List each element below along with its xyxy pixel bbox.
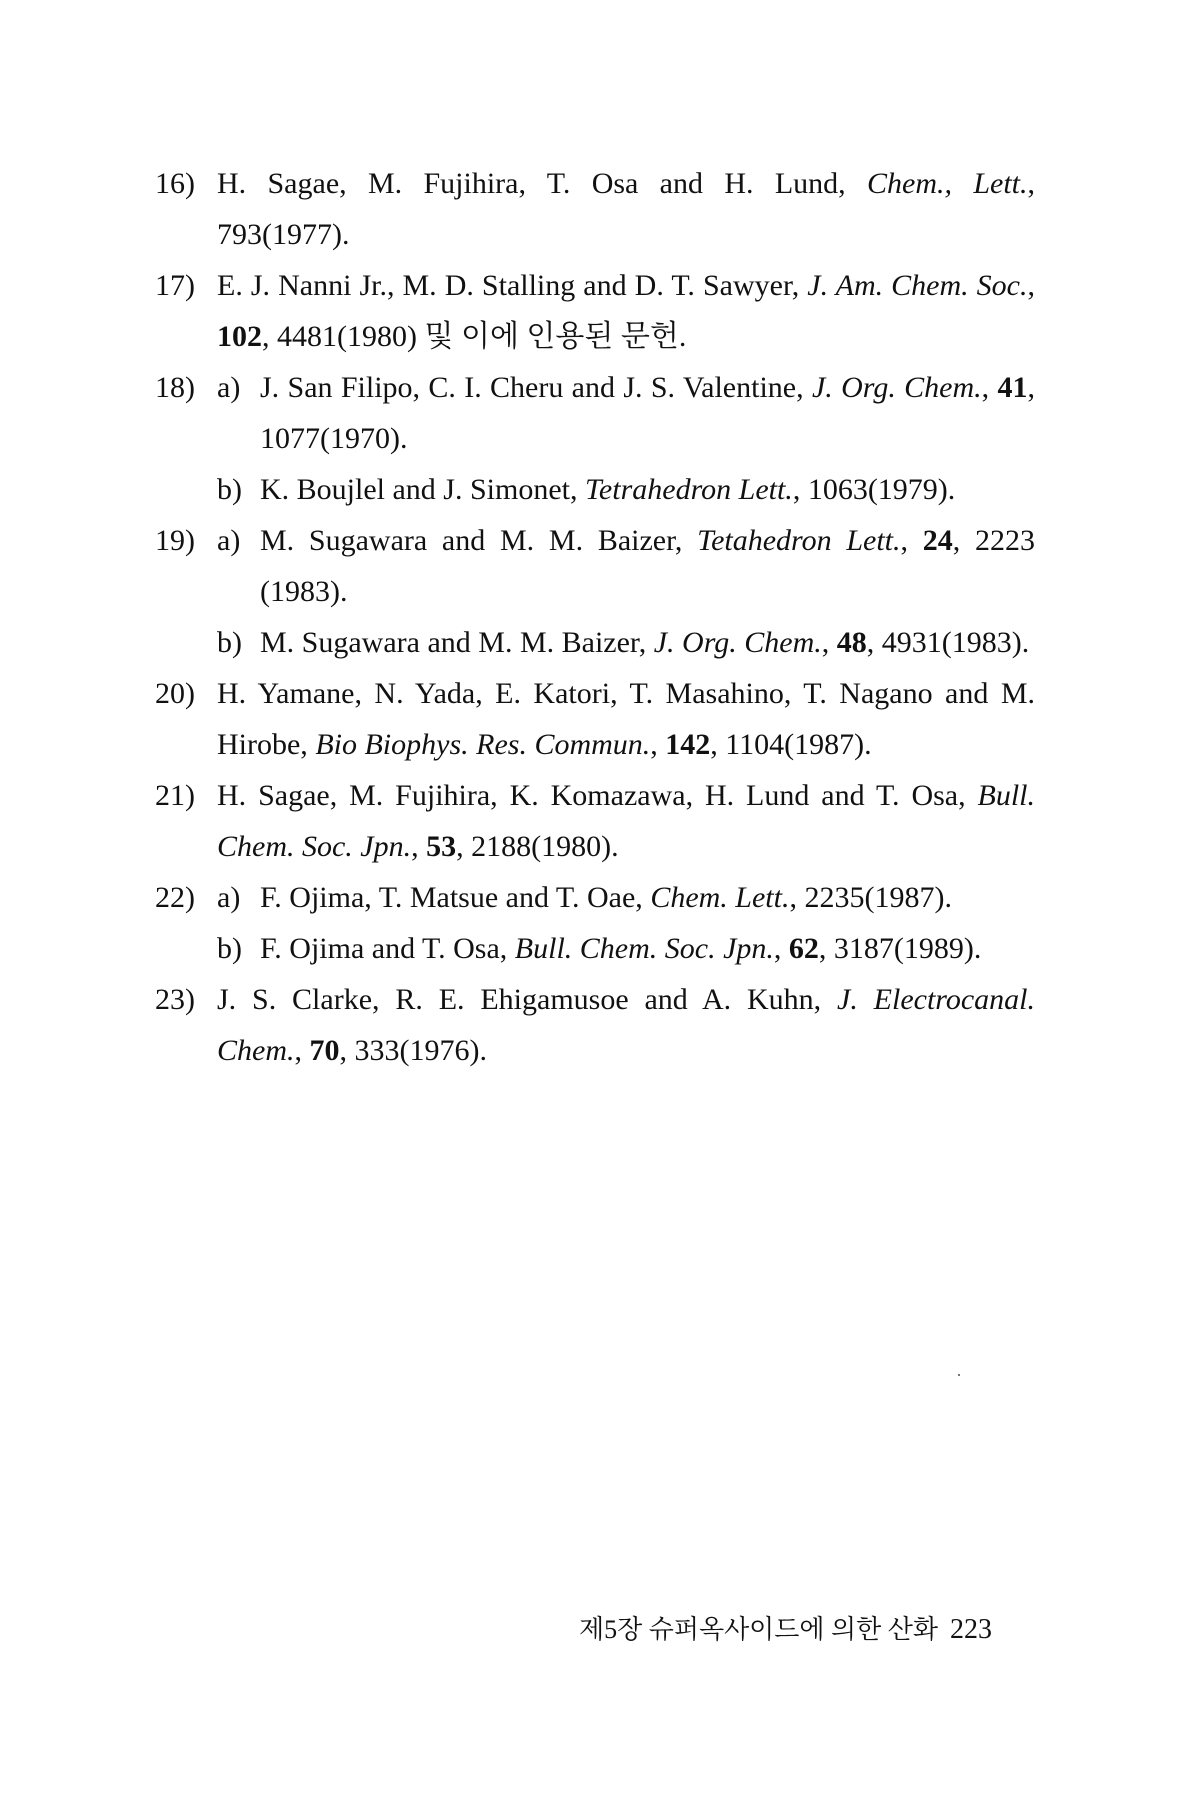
citation-text: , 4931(1983). [866, 626, 1030, 659]
reference-citation [217, 260, 1035, 362]
reference-item [155, 362, 1035, 515]
journal-title: Tetahedron Lett. [697, 524, 901, 557]
citation-text: , 1104(1987). [710, 728, 872, 761]
volume-number: 53 [426, 830, 457, 863]
journal-title: Bull. Chem. Soc. Jpn. [217, 779, 1035, 863]
reference-item [155, 260, 1035, 362]
reference-item [155, 770, 1035, 872]
reference-subitem [217, 362, 1035, 464]
reference-citation [260, 923, 1035, 974]
citation-text: H. Yamane, N. Yada, E. Katori, T. Masahino, T. Nagano and M. Hirobe, [217, 677, 1035, 761]
reference-citation [260, 515, 1035, 617]
subitem-letter: a) [217, 524, 241, 557]
reference-number: 20) [155, 677, 195, 710]
citation-text: , 3187(1989). [818, 932, 982, 965]
reference-citation [217, 974, 1035, 1076]
reference-number: 23) [155, 983, 195, 1016]
citation-text: H. Sagae, M. Fujihira, T. Osa and H. Lund, [217, 167, 867, 200]
volume-number: 24 [922, 524, 953, 557]
citation-text: , 1077(1970). [260, 371, 1035, 455]
citation-text: H. Sagae, M. Fujihira, K. Komazawa, H. Lund and T. Osa, [217, 779, 978, 812]
journal-title: Bio Biophys. Res. Commun. [315, 728, 651, 761]
reference-number: 21) [155, 779, 195, 812]
citation-text: J. S. Clarke, R. E. Ehigamusoe and A. Kuhn, [217, 983, 838, 1016]
citation-text: M. Sugawara and M. M. Baizer, [260, 626, 654, 659]
citation-text: , [1027, 269, 1035, 302]
reference-citation [260, 362, 1035, 464]
citation-text: , [821, 626, 837, 659]
volume-number: 70 [309, 1034, 340, 1067]
citation-text: , 793(1977). [217, 167, 1035, 251]
journal-title: J. Org. Chem. [811, 371, 982, 404]
citation-text: J. San Filipo, C. I. Cheru and J. S. Valentine, [260, 371, 812, 404]
reference-citation [260, 872, 1035, 923]
subitem-letter: b) [217, 932, 242, 965]
citation-text: , [773, 932, 789, 965]
page-number: 223 [950, 1614, 992, 1645]
citation-text: , 1063(1979). [792, 473, 956, 506]
subitem-letter: b) [217, 473, 242, 506]
journal-title: Tetrahedron Lett. [585, 473, 793, 506]
citation-text: K. Boujlel and J. Simonet, [260, 473, 585, 506]
volume-number: 102 [217, 320, 262, 353]
reference-subitem [217, 515, 1035, 617]
journal-title: J. Org. Chem. [653, 626, 822, 659]
subitem-letter: a) [217, 881, 241, 914]
citation-text: , [900, 524, 923, 557]
journal-title: Chem., Lett. [867, 167, 1028, 200]
citation-text: E. J. Nanni Jr., M. D. Stalling and D. T. Sawyer, [217, 269, 808, 302]
reference-item [155, 158, 1035, 260]
reference-citation [217, 770, 1035, 872]
volume-number: 48 [836, 626, 867, 659]
journal-title: J. Am. Chem. Soc. [807, 269, 1028, 302]
journal-title: Bull. Chem. Soc. Jpn. [514, 932, 774, 965]
citation-text: , [294, 1034, 310, 1067]
volume-number: 62 [788, 932, 819, 965]
reference-subitem [217, 464, 1035, 515]
citation-text: , 2188(1980). [456, 830, 619, 863]
reference-citation [217, 158, 1035, 260]
reference-number: 17) [155, 269, 195, 302]
citation-text: , [411, 830, 427, 863]
page-footer [579, 1609, 992, 1646]
reference-citation [260, 617, 1035, 668]
citation-text: , [981, 371, 998, 404]
citation-text: , 2223 (1983). [260, 524, 1036, 608]
journal-title: Chem. Lett. [650, 881, 790, 914]
reference-number: 19) [155, 524, 195, 557]
reference-number: 18) [155, 371, 195, 404]
running-footer-chapter: 제5장 슈퍼옥사이드에 의한 산화 [578, 1615, 938, 1644]
reference-subitem [217, 923, 1035, 974]
reference-citation [260, 464, 1035, 515]
citation-text: F. Ojima, T. Matsue and T. Oae, [260, 881, 651, 914]
citation-text: , [650, 728, 666, 761]
citation-text: , 333(1976). [339, 1034, 487, 1067]
reference-item [155, 974, 1035, 1076]
subitem-letter: a) [217, 371, 241, 404]
speck [958, 1374, 960, 1376]
reference-item [155, 872, 1035, 974]
citation-text: F. Ojima and T. Osa, [260, 932, 515, 965]
journal-title: J. Electrocanal. Chem. [217, 983, 1036, 1067]
reference-number: 16) [155, 167, 195, 200]
reference-citation [217, 668, 1035, 770]
citation-text: M. Sugawara and M. M. Baizer, [260, 524, 698, 557]
subitem-letter: b) [217, 626, 242, 659]
reference-item [155, 668, 1035, 770]
reference-item [155, 515, 1035, 668]
citation-text: , 2235(1987). [789, 881, 952, 914]
reference-subitem [217, 617, 1035, 668]
reference-list [155, 158, 1035, 1076]
volume-number: 41 [997, 371, 1028, 404]
reference-number: 22) [155, 881, 195, 914]
reference-subitem [217, 872, 1035, 923]
citation-text: , 4481(1980) 및 이에 인용된 문헌. [262, 320, 687, 353]
volume-number: 142 [665, 728, 711, 761]
